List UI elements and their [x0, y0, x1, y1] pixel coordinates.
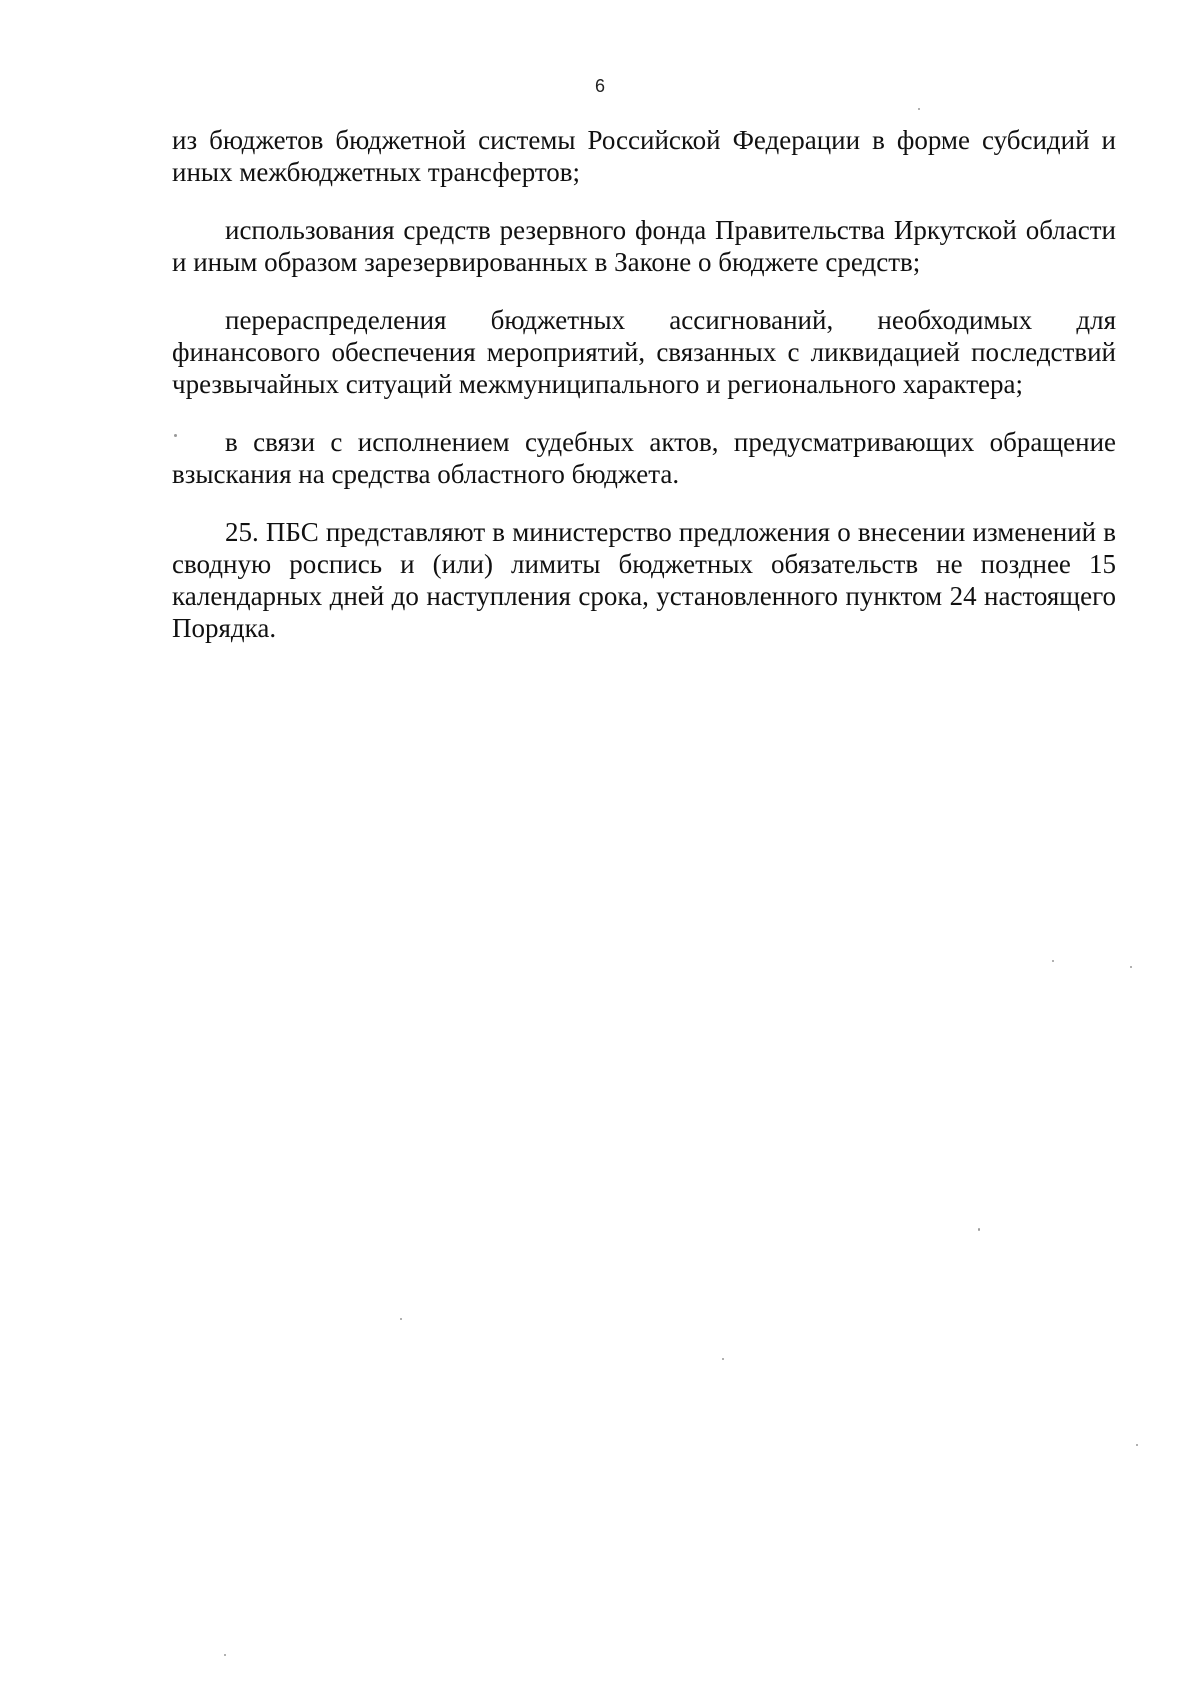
- paragraph-reserve-fund: использования средств резервного фонда Правительства Иркутской области и иным образом зарезервированных в Законе о бюджете средств;: [172, 215, 1116, 277]
- document-body: [172, 124, 1116, 670]
- paragraph-emergency-reallocation: перераспределения бюджетных ассигнований, необходимых для финансового обеспечения мероприятий, связанных с ликвидацией последствий чрезвычайных ситуаций межмуниципального и регионального характера;: [172, 305, 1116, 399]
- scan-speck: [722, 1358, 724, 1360]
- scan-speck: [400, 1318, 402, 1320]
- scan-speck: [174, 434, 177, 437]
- paragraph-continuation: из бюджетов бюджетной системы Российской Федерации в форме субсидий и иных межбюджетных трансфертов;: [172, 125, 1116, 187]
- paragraph-court-acts: в связи с исполнением судебных актов, предусматривающих обращение взыскания на средства областного бюджета.: [172, 427, 1116, 489]
- scan-speck: [1052, 960, 1054, 962]
- scan-speck: [918, 108, 920, 110]
- scan-speck: [1136, 1444, 1138, 1446]
- scan-speck: [978, 1228, 980, 1231]
- paragraph-item-25: 25. ПБС представляют в министерство предложения о внесении изменений в сводную роспись и (или) лимиты бюджетных обязательств не позднее 15 календарных дней до наступления срока, установленного пунктом 24 настоящего Порядка.: [172, 517, 1116, 643]
- scan-speck: [224, 1654, 226, 1656]
- page-number: 6: [594, 76, 605, 96]
- scan-speck: [1130, 966, 1132, 968]
